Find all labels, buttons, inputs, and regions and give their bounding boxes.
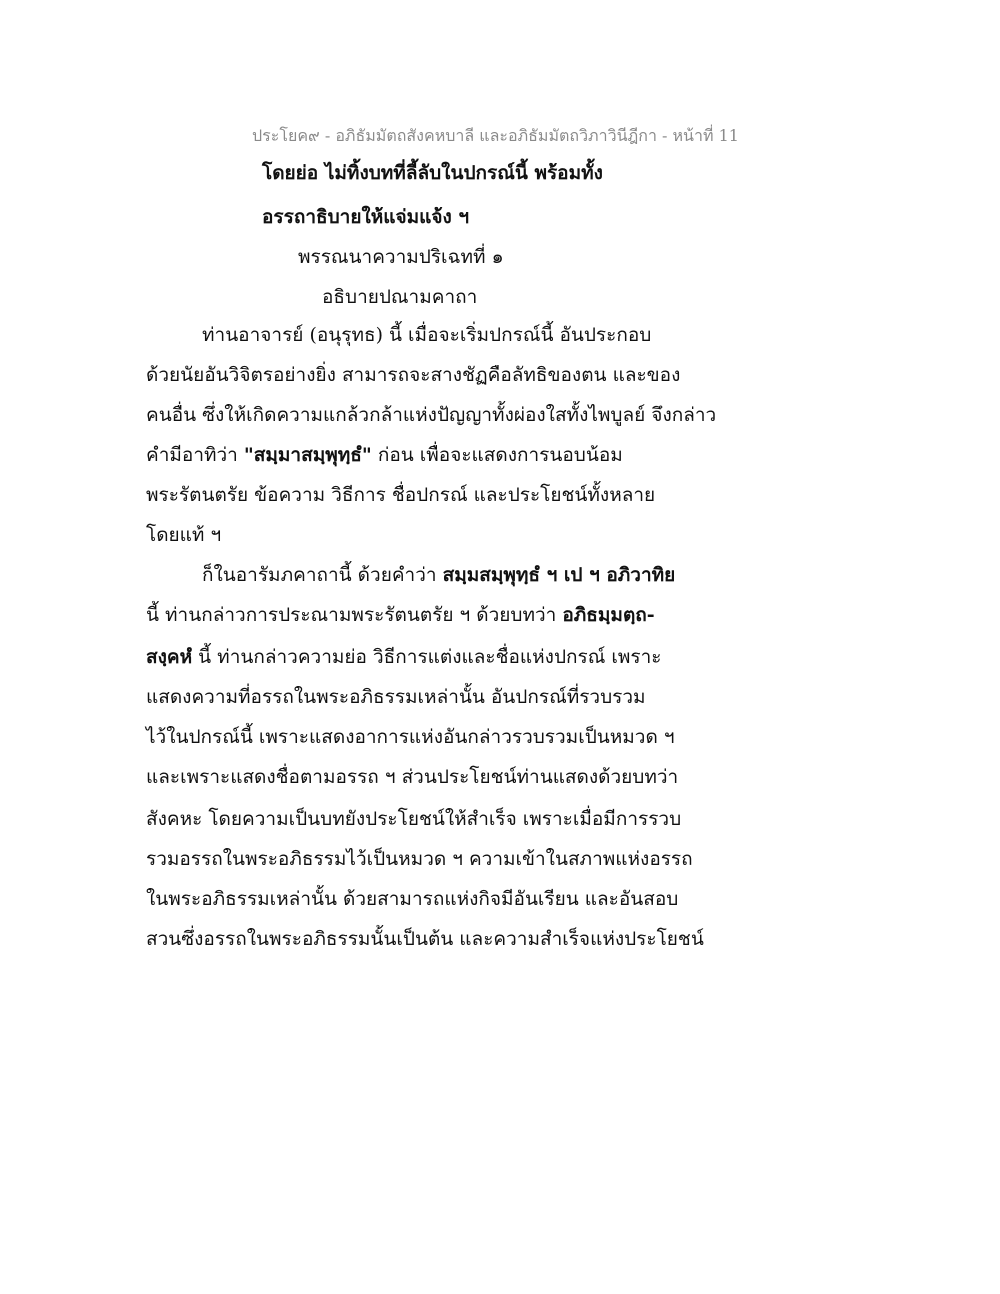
paragraph-line: ไว้ในปกรณ์นี้ เพราะแสดงอาการแห่งอันกล่าวรวบรวมเป็นหมวด ฯ bbox=[146, 726, 675, 748]
text-run: ก็ในอารัมภคาถานี้ ด้วยคำว่า bbox=[202, 564, 443, 586]
pali-term: อภิธมฺมตฺถ- bbox=[562, 604, 655, 626]
paragraph-line: สวนซึ่งอรรถในพระอภิธรรมนั้นเป็นต้น และความสำเร็จแห่งประโยชน์ bbox=[146, 928, 704, 950]
text-run: นี้ ท่านกล่าวความย่อ วิธีการแต่งและชื่อแห่งปกรณ์ เพราะ bbox=[192, 646, 662, 668]
text-run: คำมีอาทิว่า bbox=[146, 444, 244, 466]
paragraph-line bbox=[146, 602, 655, 628]
paragraph-line: คนอื่น ซึ่งให้เกิดความแกล้วกล้าแห่งปัญญาทั้งผ่องใสทั้งไพบูลย์ จึงกล่าว bbox=[146, 404, 717, 426]
text-run: นี้ ท่านกล่าวการประณามพระรัตนตรัย ฯ ด้วยบทว่า bbox=[146, 604, 563, 626]
pali-term: สงฺคหํ bbox=[146, 646, 193, 668]
text-run: ก่อน เพื่อจะแสดงการนอบน้อม bbox=[371, 444, 623, 466]
paragraph-line: รวมอรรถในพระอภิธรรมไว้เป็นหมวด ฯ ความเข้าในสภาพแห่งอรรถ bbox=[146, 848, 693, 870]
pali-term: "สมฺมาสมฺพุทฺธํ" bbox=[243, 444, 372, 466]
paragraph-line bbox=[202, 562, 675, 588]
intro-line: โดยย่อ ไม่ทิ้งบทที่ลี้ลับในปกรณ์นี้ พร้อมทั้ง bbox=[262, 162, 603, 184]
paragraph-line: และเพราะแสดงชื่อตามอรรถ ฯ ส่วนประโยชน์ท่านแสดงด้วยบทว่า bbox=[146, 766, 679, 788]
paragraph-line: โดยแท้ ฯ bbox=[146, 524, 222, 546]
paragraph-line bbox=[146, 644, 662, 670]
pali-term: สมฺมสมฺพุทฺธํ ฯ เป ฯ อภิวาทิย bbox=[442, 564, 676, 586]
paragraph-line: แสดงความที่อรรถในพระอภิธรรมเหล่านั้น อันปกรณ์ที่รวบรวม bbox=[146, 686, 646, 708]
page-header: ประโยค๙ - อภิธัมมัตถสังคหบาลี และอภิธัมมัตถวิภาวินีฎีกา - หน้าที่ 11 bbox=[252, 126, 739, 145]
section-title: พรรณนาความปริเฉทที่ ๑ bbox=[298, 246, 504, 268]
paragraph-line bbox=[146, 442, 623, 468]
subsection-title: อธิบายปณามคาถา bbox=[322, 286, 478, 308]
paragraph-line: ด้วยนัยอันวิจิตรอย่างยิ่ง สามารถจะสางชัฏคือลัทธิของตน และของ bbox=[146, 364, 681, 386]
intro-line: อรรถาธิบายให้แจ่มแจ้ง ฯ bbox=[262, 206, 470, 228]
paragraph-line: สังคหะ โดยความเป็นบทยังประโยชน์ให้สำเร็จ เพราะเมื่อมีการรวบ bbox=[146, 808, 682, 830]
paragraph-line: พระรัตนตรัย ข้อความ วิธีการ ชื่อปกรณ์ และประโยชน์ทั้งหลาย bbox=[146, 484, 656, 506]
paragraph-line: ในพระอภิธรรมเหล่านั้น ด้วยสามารถแห่งกิจมีอันเรียน และอันสอบ bbox=[146, 888, 679, 910]
paragraph-line: ท่านอาจารย์ (อนุรุทธ) นี้ เมื่อจะเริ่มปกรณ์นี้ อันประกอบ bbox=[202, 324, 652, 346]
